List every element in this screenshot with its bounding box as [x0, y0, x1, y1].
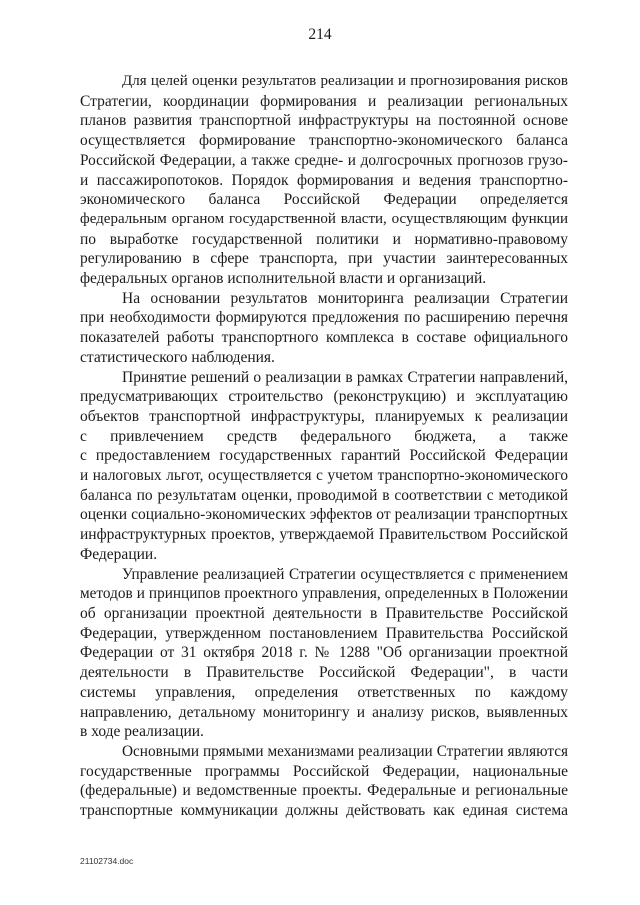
text-line: Стратегии, координации формирования и реализации региональных: [80, 92, 568, 110]
text-line: государственные программы Российской Федерации, национальные: [80, 762, 568, 780]
text-line: методов и принципов проектного управления, определенных в Положении: [80, 585, 568, 603]
text-line: федеральных органов исполнительной власти и организаций.: [80, 270, 487, 288]
text-line: Федерации, утвержденном постановлением Правительства Российской: [80, 624, 568, 642]
text-line: баланса по результатам оценки, проводимой в соответствии с методикой: [80, 486, 568, 504]
text-line: На основании результатов мониторинга реализации Стратегии: [122, 289, 568, 307]
text-line: Основными прямыми механизмами реализации Стратегии являются: [122, 742, 568, 760]
text-line: показателей работы транспортного комплекса в составе официального: [80, 329, 568, 347]
text-line: инфраструктурных проектов, утверждаемой Правительством Российской: [80, 526, 568, 544]
text-line: направлению, детальному мониторингу и анализу рисков, выявленных: [80, 703, 568, 721]
text-line: деятельности в Правительстве Российской Федерации", в части: [80, 664, 568, 682]
text-line: (федеральные) и ведомственные проекты. Федеральные и региональные: [80, 782, 568, 800]
text-line: и пассажиропотоков. Порядок формирования и ведения транспортно-: [80, 171, 568, 189]
document-body: [80, 72, 568, 821]
text-line: планов развития транспортной инфраструктуры на постоянной основе: [80, 112, 568, 130]
paragraph: [80, 72, 568, 289]
text-line: оценки социально-экономических эффектов от реализации транспортных: [80, 506, 568, 524]
paragraph: [80, 565, 568, 742]
text-line: с предоставлением государственных гарантий Российской Федерации: [80, 447, 568, 465]
paragraph: [80, 742, 568, 821]
text-line: с привлечением средств федерального бюджета, а также: [80, 427, 568, 445]
text-line: и налоговых льгот, осуществляется с учетом транспортно-экономического: [80, 467, 568, 485]
paragraph: [80, 289, 568, 368]
text-line: Российской Федерации, а также средне- и долгосрочных прогнозов грузо-: [80, 151, 568, 169]
text-line: при необходимости формируются предложения по расширению перечня: [80, 309, 568, 327]
text-line: по выработке государственной политики и нормативно-правовому: [80, 230, 568, 248]
text-line: Для целей оценки результатов реализации и прогнозирования рисков: [122, 73, 568, 89]
text-line: осуществляется формирование транспортно-экономического баланса: [80, 132, 568, 150]
text-line: системы управления, определения ответственных по каждому: [80, 683, 568, 701]
text-line: регулированию в сфере транспорта, при участии заинтересованных: [80, 250, 568, 268]
text-line: экономического баланса Российской Федерации определяется: [80, 191, 568, 209]
text-line: статистического наблюдения.: [80, 348, 275, 366]
paragraph: [80, 368, 568, 565]
page-number: 214: [308, 26, 332, 43]
text-line: предусматривающих строительство (реконструкцию) и эксплуатацию: [80, 388, 568, 406]
text-line: в ходе реализации.: [80, 723, 204, 741]
text-line: федеральным органом государственной власти, осуществляющим функции: [80, 210, 568, 227]
text-line: Федерации от 31 октября 2018 г. № 1288 "Об организации проектной: [80, 644, 568, 662]
text-line: об организации проектной деятельности в Правительстве Российской: [80, 604, 568, 622]
text-line: Принятие решений о реализации в рамках Стратегии направлений,: [122, 368, 568, 386]
footer-file-name: 21102734.doc: [80, 856, 134, 866]
text-line: объектов транспортной инфраструктуры, планируемых к реализации: [80, 407, 568, 425]
text-line: Управление реализацией Стратегии осуществляется с применением: [122, 565, 568, 583]
text-line: Федерации.: [80, 545, 158, 563]
text-line: транспортные коммуникации должны действовать как единая система: [80, 802, 568, 820]
